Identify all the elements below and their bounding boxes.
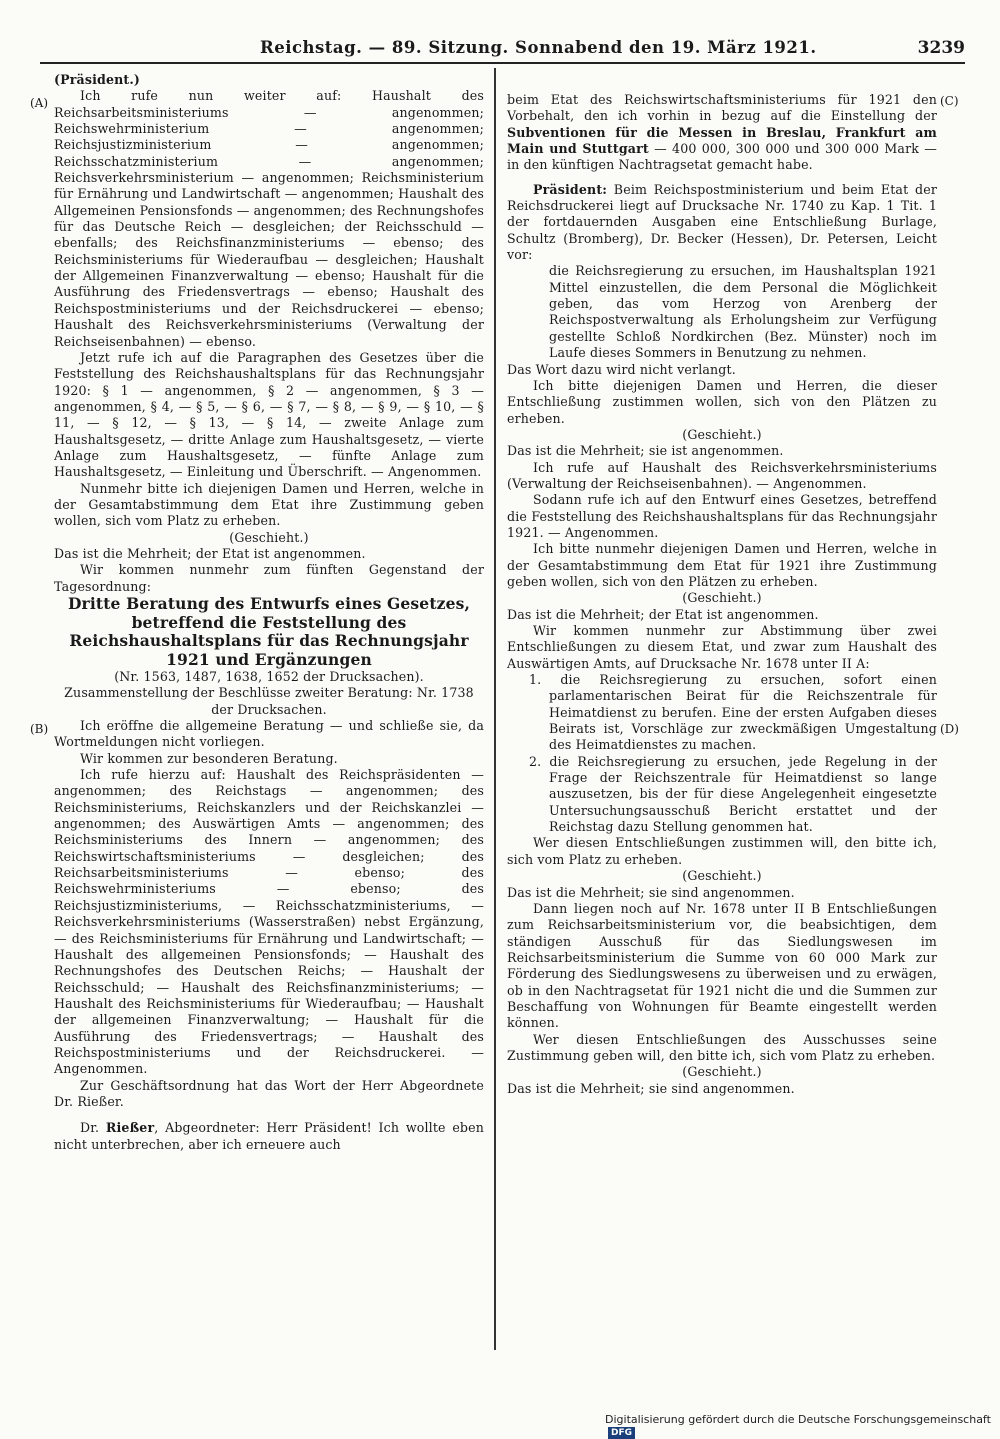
stage-direction: (Geschieht.) (682, 868, 762, 884)
right-column (507, 92, 937, 1097)
page-number: 3239 (917, 38, 965, 58)
paragraph: Zur Geschäftsordnung hat das Wort der Herr Abgeordnete Dr. Rießer. (54, 1077, 484, 1109)
paragraph: Das ist die Mehrheit; der Etat ist angenommen. (54, 545, 366, 561)
speaker-paragraph: Dr. Rießer, Abgeordneter: Herr Präsident! Ich wollte eben nicht unterbrechen, aber ich erneuere auch (54, 1120, 484, 1152)
resolution-text: die Reichsregierung zu ersuchen, im Haushaltsplan 1921 Mittel einzustellen, die dem Personal die Möglichkeit geben, das vom Herzog von Arenberg der Reichspostverwaltung als Erholungsheim zur Verfügung gestellte Schloß Nordkirchen (Bez. Münster) noch im Laufe dieses Sommers in Benutzung zu nehmen. (549, 263, 937, 361)
paragraph: Sodann rufe ich auf den Entwurf eines Gesetzes, betreffend die Feststellung des Reichshaushaltsplans für das Rechnungsjahr 1921. — Angenommen. (507, 492, 937, 540)
speaker-tag: (Präsident.) (54, 72, 141, 87)
speaker-name: Präsident: (533, 181, 608, 197)
paragraph: Das ist die Mehrheit; sie ist angenommen. (507, 443, 784, 459)
stage-direction: (Geschieht.) (229, 529, 309, 545)
margin-mark-b: (B) (30, 722, 49, 736)
footer-text: Digitalisierung gefördert durch die Deutsche Forschungsgemeinschaft (605, 1413, 991, 1426)
agenda-subnote: Zusammenstellung der Beschlüsse zweiter Beratung: Nr. 1738 der Drucksachen. (64, 685, 474, 717)
paragraph: Ich rufe nun weiter auf: Haushalt des Reichsarbeitsministeriums — angenommen; Reichswehrministerium — angenommen; Reichsjustizministerium — angenommen; Reichsschatzministerium — angenommen; Reichsverkehrsministerium — angenommen; Reichsministerium für Ernährung und Landwirtschaft — angenommen; Haushalt des Allgemeinen Pensionsfonds — angenommen; des Rechnungshofes für das Deutsche Reich — desgleichen; der Reichsschuld — ebenfalls; des Reichsfinanzministeriums — ebenso; des Reichsministeriums für Wiederaufbau — desgleichen; Haushalt der Allgemeinen Finanzverwaltung — ebenso; Haushalt für die Ausführung des Friedensvertrags — ebenso; Haushalt des Reichspostministeriums und der Reichsdruckerei — ebenso; Haushalt des Reichsverkehrsministeriums (Verwaltung der Reichseisenbahnen) — ebenso. (54, 88, 484, 349)
paragraph: Jetzt rufe ich auf die Paragraphen des Gesetzes über die Feststellung des Reichshaushaltsplans für das Rechnungsjahr 1920: § 1 — angenommen, § 2 — angenommen, § 3 — angenommen, § 4, — § 5, — § 6, — § 7, — § 8, — § 9, — § 10, — § 11, — § 12, — § 13, — § 14, — zweite Anlage zum Haushaltsgesetz, — dritte Anlage zum Haushaltsgesetz, — vierte Anlage zum Haushaltsgesetz, — fünfte Anlage zum Haushaltsgesetz, — Einleitung und Überschrift. — Angenommen. (54, 349, 484, 480)
paragraph: Wer diesen Entschließungen zustimmen will, den bitte ich, sich vom Platz zu erheben. (507, 835, 937, 867)
stage-direction: (Geschieht.) (682, 590, 762, 606)
paragraph: Ich rufe hierzu auf: Haushalt des Reichspräsidenten — angenommen; des Reichstags — angenommen; des Reichsministeriums, Reichskanzlers und der Reichskanzlei — angenommen; des Auswärtigen Amts — angenommen; des Reichsministeriums des Innern — angenommen; des Reichswirtschaftsministeriums — desgleichen; des Reichsarbeitsministeriums — ebenso; des Reichswehrministeriums — ebenso; des Reichsjustizministeriums, — Reichsschatzministeriums, — Reichsverkehrsministeriums (Wasserstraßen) nebst Ergänzung, — des Reichsministeriums für Ernährung und Landwirtschaft; — Haushalt des allgemeinen Pensionsfonds; — Haushalt des Rechnungshofes des Deutschen Reichs; — Haushalt der Reichsschuld; — Haushalt des Reichsfinanzministeriums; — Haushalt des Reichsministeriums für Wiederaufbau; — Haushalt der allgemeinen Finanzverwaltung; — Haushalt für die Ausführung des Friedensvertrags; — Haushalt des Reichspostministeriums und der Reichsdruckerei. — Angenommen. (54, 767, 484, 1077)
paragraph: Wer diesen Entschließungen des Ausschusses seine Zustimmung geben will, den bitte ich, sich vom Platz zu erheben. (507, 1031, 937, 1063)
paragraph: Ich eröffne die allgemeine Beratung — und schließe sie, da Wortmeldungen nicht vorliegen. (54, 718, 484, 750)
paragraph: Dann liegen noch auf Nr. 1678 unter II B Entschließungen zum Reichsarbeitsministerium vor, die beabsichtigen, dem ständigen Ausschuß für das Siedlungswesen im Reichsarbeitsministerium die Summe von 60 000 Mark zur Förderung des Siedlungswesens zu überweisen und zu erwägen, ob in den Nachtragsetat für 1921 nicht die und die Summen zur Beschaffung von Wohnungen für Beamte eingestellt werden können. (507, 900, 937, 1031)
agenda-heading: Dritte Beratung des Entwurfs eines Gesetzes, betreffend die Feststellung des Reichshaushaltsplans für das Rechnungsjahr 1921 und Ergänzungen (67, 594, 471, 669)
speaker-paragraph: Präsident: Beim Reichspostministerium und beim Etat der Reichsdruckerei liegt auf Drucksache Nr. 1740 zu Kap. 1 Tit. 1 der fortdauernden Ausgaben eine Entschließung Burlage, Schultz (Bromberg), Dr. Becker (Hessen), Dr. Petersen, Leicht vor: (507, 181, 937, 263)
paragraph: Das Wort dazu wird nicht verlangt. (507, 361, 736, 377)
dfg-logo: DFG (608, 1427, 635, 1439)
list-item: 1. die Reichsregierung zu ersuchen, sofort einen parlamentarischen Beirat für die Reichszentrale für Heimatdienst zu berufen. Eine der ersten Aufgaben dieses Beirats ist, Vorschläge zur zweckmäßigen Umgestaltung des Heimatdienstes zu machen. (529, 672, 937, 753)
header-title: Reichstag. — 89. Sitzung. Sonnabend den 19. März 1921. (260, 38, 817, 57)
agenda-reference: (Nr. 1563, 1487, 1638, 1652 der Drucksachen). (114, 669, 424, 684)
paragraph: Das ist die Mehrheit; der Etat ist angenommen. (507, 606, 819, 622)
list-item: 2. die Reichsregierung zu ersuchen, jede Regelung in der Frage der Reichszentrale für Heimatdienst so lange auszusetzen, bis der für diese Angelegenheit eingesetzte Untersuchungsausschuß Bericht erstattet und der Reichstag dazu Stellung genommen hat. (529, 753, 937, 835)
paragraph: Nunmehr bitte ich diejenigen Damen und Herren, welche in der Gesamtabstimmung dem Etat ihre Zustimmung geben wollen, sich vom Platz zu erheben. (54, 480, 484, 529)
paragraph: Das ist die Mehrheit; sie sind angenommen. (507, 884, 795, 900)
stage-direction: (Geschieht.) (682, 426, 762, 442)
paragraph: beim Etat des Reichswirtschaftsministeriums für 1921 den Vorbehalt, den ich vorhin in bezug auf die Einstellung der Subventionen für die Messen in Breslau, Frankfurt am Main und Stuttgart — 400 000, 300 000 und 300 000 Mark — in den künftigen Nachtragsetat gemacht habe. (507, 92, 937, 173)
margin-mark-a: (A) (30, 96, 49, 110)
paragraph: Ich bitte diejenigen Damen und Herren, die dieser Entschließung zustimmen wollen, sich von den Plätzen zu erheben. (507, 377, 937, 426)
page-header (40, 38, 965, 64)
paragraph: Wir kommen nunmehr zum fünften Gegenstand der Tagesordnung: (54, 562, 484, 594)
paragraph: Wir kommen zur besonderen Beratung. (80, 750, 338, 766)
paragraph: Das ist die Mehrheit; sie sind angenommen. (507, 1080, 795, 1096)
margin-mark-c: (C) (940, 94, 959, 108)
paragraph: Wir kommen nunmehr zur Abstimmung über zwei Entschließungen zu diesem Etat, und zwar zum Haushalt des Auswärtigen Amts, auf Drucksache Nr. 1678 unter II A: (507, 623, 937, 671)
margin-mark-d: (D) (940, 722, 959, 736)
paragraph: Ich bitte nunmehr diejenigen Damen und Herren, welche in der Gesamtabstimmung dem Etat für 1921 ihre Zustimmung geben wollen, sich von den Plätzen zu erheben. (507, 541, 937, 589)
stage-direction: (Geschieht.) (682, 1064, 762, 1080)
speaker-name: Rießer (105, 1120, 155, 1136)
paragraph: Ich rufe auf Haushalt des Reichsverkehrsministeriums (Verwaltung der Reichseisenbahnen). — Angenommen. (507, 459, 937, 491)
footer (605, 1413, 1000, 1439)
column-divider (494, 68, 496, 1350)
left-column (54, 72, 484, 1153)
